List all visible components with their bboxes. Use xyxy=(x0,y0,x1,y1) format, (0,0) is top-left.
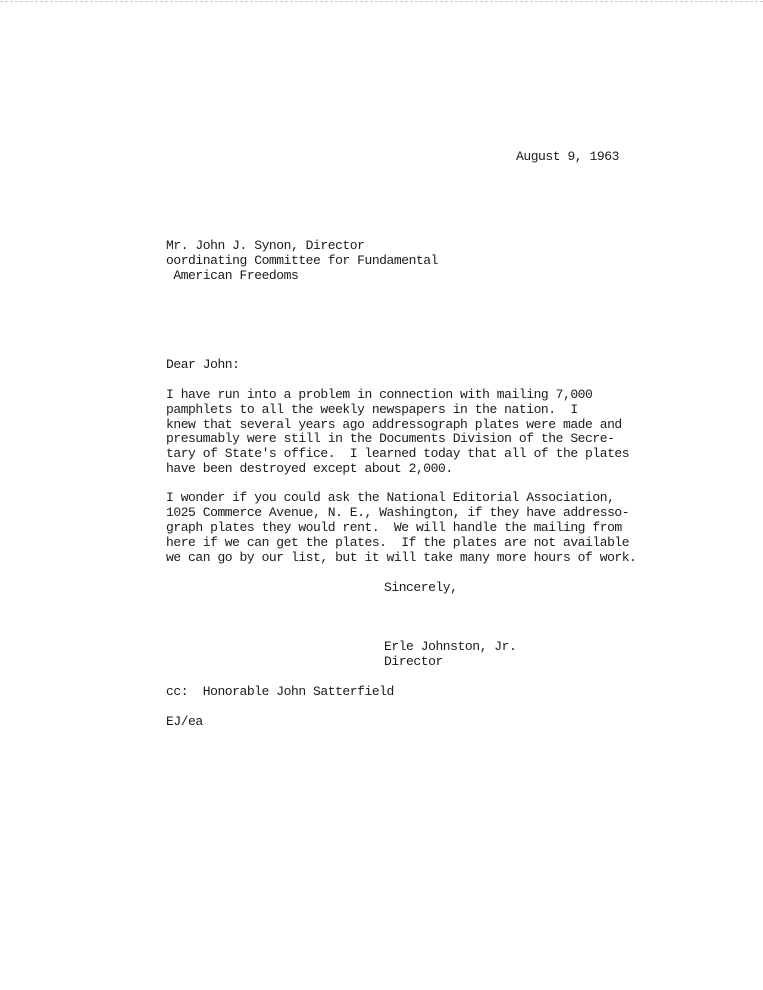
paragraph-1-line-4: presumably were still in the Documents Division of the Secre- xyxy=(166,431,615,446)
paragraph-1-line-2: pamphlets to all the weekly newspapers in the nation. I xyxy=(166,402,578,417)
closing: Sincerely, xyxy=(384,580,458,595)
recipient-line-3: American Freedoms xyxy=(166,268,299,283)
reference-initials: EJ/ea xyxy=(166,714,203,729)
paragraph-2-line-2: 1025 Commerce Avenue, N. E., Washington, if they have addresso- xyxy=(166,505,630,520)
signer-name: Erle Johnston, Jr. xyxy=(384,639,517,654)
recipient-line-1: Mr. John J. Synon, Director xyxy=(166,238,365,253)
signer-title: Director xyxy=(384,654,443,669)
paragraph-2-line-3: graph plates they would rent. We will handle the mailing from xyxy=(166,520,622,535)
paragraph-2-line-1: I wonder if you could ask the National Editorial Association, xyxy=(166,490,615,505)
paragraph-2-line-4: here if we can get the plates. If the plates are not available xyxy=(166,535,630,550)
paragraph-1-line-3: knew that several years ago addressograph plates were made and xyxy=(166,417,622,432)
page-top-edge xyxy=(0,1,763,2)
cc-line: cc: Honorable John Satterfield xyxy=(166,684,394,699)
paragraph-1-line-6: have been destroyed except about 2,000. xyxy=(166,461,453,476)
paragraph-1-line-1: I have run into a problem in connection with mailing 7,000 xyxy=(166,387,593,402)
letter-date: August 9, 1963 xyxy=(516,149,619,164)
salutation: Dear John: xyxy=(166,357,240,372)
recipient-line-2: oordinating Committee for Fundamental xyxy=(166,253,438,268)
paragraph-1-line-5: tary of State's office. I learned today that all of the plates xyxy=(166,446,630,461)
paragraph-2-line-5: we can go by our list, but it will take many more hours of work. xyxy=(166,550,637,565)
